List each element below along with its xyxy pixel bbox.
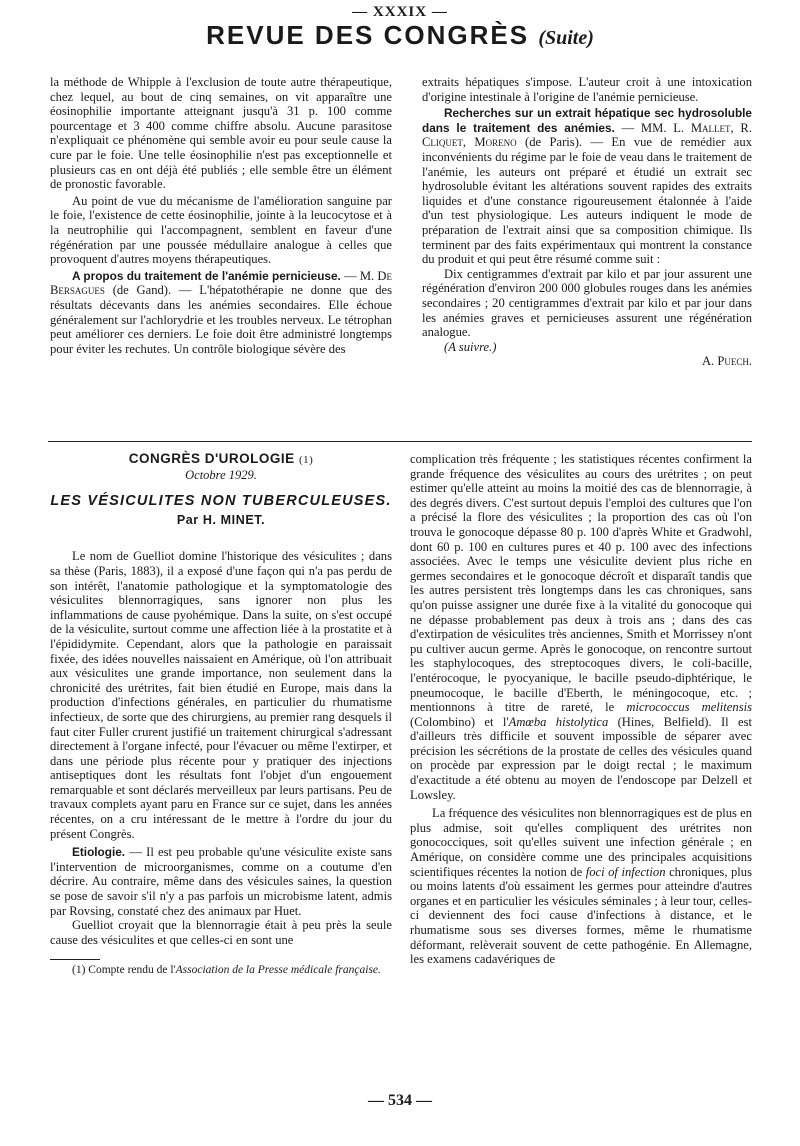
paragraph: Recherches sur un extrait hépatique sec hydrosoluble dans le traitement des anémies. — MM. L. Mallet, R. Cliquet, Moreno (de Paris). — En vue de remédier aux inconvénients du régime par le foie de veau dans le traitement de l'anémie, les auteurs ont préparé et étudié un extrait sec hydrosoluble évitant les altérations souvent rapides des extraits liquides et d'une constance rigoureusement étalonnée à l'aide d'un test physiologique. Les auteurs indiquent le mode de préparation de l'extrait ainsi que sa composition chimique. Ils terminent par des faits expérimentaux qui montrent la constance du produit et qui peut être résumé comme suit : bbox=[422, 106, 752, 267]
paragraph: complication très fréquente ; les statistiques récentes confirment la grande fréquence des vésiculites au cours des urétrites ; on peut estimer qu'elle atteint au moins la moitié des cas de blennorragie, à des degrés divers. C'est surtout depuis l'emploi des cultures que l'on a précisé la flore des vésiculites ; la proportion des cas où l'on trouva le gonocoque dépasse 80 p. 100 d'après White et Gradwohl, dont 60 p. 100 en cultures pures et 40 p. 100 avec des infections associées. Avec le temps une vésiculite devient plus riche en germes secondaires et le gonocoque décroît et disparaît tandis que les autres persistent très longtemps dans les cas chroniques, sans qu'on puisse assigner une durée fixe à la vitalité du gonocoque qui ne dépasse probablement pas deux à trois ans ; dans des cas d'extirpation de vésiculites très anciennes, Smith et Morrissey n'ont pu cultiver aucun germe. Après le gonocoque, on rencontre surtout les staphylocoques, des streptocoques divers, le coli-bacille, l'entérocoque, le pyocyanique, le bacille pseudo-diphtérique, le pneumocoque, le bacille d'Eberth, le méningocoque, etc. ; mentionnons à titre de rareté, le micrococcus melitensis (Colombino) et l'Amœba histolytica (Hines, Belfield). Il est d'ailleurs très difficile et souvent impossible de séparer avec précision les sécrétions de la prostate de celles des vésicules quand on procède par expression par le doigt rectal ; le maximum d'exactitude a été obtenu au moyen de l'endoscope par Delzell et Lowsley. bbox=[410, 452, 752, 802]
paragraph: extraits hépatiques s'impose. L'auteur croit à une intoxication d'origine intestinale à l'origine de l'anémie pernicieuse. bbox=[422, 75, 752, 104]
congress-date: Octobre 1929. bbox=[185, 467, 257, 482]
section-heading: Recherches sur un extrait hépatique sec hydrosoluble dans le traitement des anémies. bbox=[422, 106, 752, 135]
a-suivre: (A suivre.) bbox=[444, 339, 497, 354]
footnote-rule bbox=[50, 959, 100, 960]
paragraph: la méthode de Whipple à l'exclusion de toute autre thérapeutique, chez lequel, au bout de cinq semaines, on vit apparaître une éosinophilie importante atteignant jusqu'à 31 p. 100 comme pourcentage et 3 400 comme chiffre absolu. Aucune parasitose n'expliquait ce phénomène qui semble avoir eu pour seule cause la cure par le foie. Une telle éosinophilie n'est pas exceptionnelle et plusieurs cas en ont déjà été publiés ; elle semble être un élément de pronostic favorable. bbox=[50, 75, 392, 192]
paragraph: A propos du traitement de l'anémie pernicieuse. — M. De Bersagues (de Gand). — L'hépatothérapie ne donne que des résultats décevants dans les anémies secondaires. Elle échoue généralement sur l'achlorydrie et les troubles nerveux. Le tétrophan peut améliorer ces derniers. Le foie doit être administré longtemps pour éviter les rechutes. Un contrôle biologique sévère des bbox=[50, 268, 392, 356]
paragraph: Guelliot croyait que la blennorragie était à peu près la seule cause des vésiculites et que celles-ci en sont une bbox=[50, 918, 392, 947]
paragraph: Etiologie. — Il est peu probable qu'une vésiculite existe sans l'intervention de microorganismes, comme on a coutume d'en décrire. Au contraire, même dans des vésicules saines, la question se pose de savoir s'il n'y a pas parfois un microbisme latent, admis par Rovsing, constaté chez des animaux par Huet. bbox=[50, 845, 393, 918]
section-divider bbox=[48, 441, 752, 442]
article-author: Par H. MINET. bbox=[176, 512, 266, 527]
running-title-main: REVUE DES CONGRÈS bbox=[206, 20, 530, 50]
footnote-ref: (1) bbox=[298, 454, 314, 466]
section-heading: A propos du traitement de l'anémie pernicieuse. bbox=[72, 268, 341, 283]
congress-title: CONGRÈS D'UROLOGIE (1) bbox=[128, 451, 314, 466]
signature: A. Puech. bbox=[701, 354, 752, 369]
paragraph: La fréquence des vésiculites non blennorragiques est de plus en plus admise, soit qu'elles compliquent des urétrites non gonococciques, soit qu'elles suivent une infection générale ; en Amérique, on considère comme une des principales acquisitions scientifiques récentes la notion de foci of infection chroniques, plus ou moins latents d'où essaiment les germes pour atteindre d'autres organes et en particulier les vésicules séminales ; à leur tour, celles-ci deviennent des foci cause d'infections à distance, et le rhumatisme sous ses diverses formes, même le rhumatisme déformant, relèverait souvent de cette pathogénie. En Allemagne, les examens cadavériques de bbox=[410, 806, 752, 967]
author-name: De Bersagues bbox=[50, 268, 392, 298]
top-left-column bbox=[50, 75, 392, 356]
footnote: (1) Compte rendu de l'Association de la Presse médicale française. bbox=[72, 964, 381, 977]
roman-page-number: — XXXIX — bbox=[352, 4, 448, 20]
running-title bbox=[0, 20, 800, 51]
page-number: — 534 — bbox=[368, 1092, 432, 1109]
paragraph: Le nom de Guelliot domine l'historique des vésiculites ; dans sa thèse (Paris, 1883), il a exposé d'une façon qui n'a pas perdu de son intérêt, l'anatomie pathologique et la symptomatologie des vésiculites blennorragiques, sans ignorer non plus les inflammations de cause pyohémique. Dans la suite, on s'est occupé de la vésiculite, surtout comme une affection liée à la prostatite et à l'épididymite. Cependant, alors que la pathologie en paraissait fixée, des idées nouvelles naissaient en Amérique, où l'on attribuait aux vésiculites une grande importance, non seulement dans la chronicité des urétrites, fait bien étudié en Europe, mais dans la production d'infections générales, en particulier du rhumatisme infectieux, de sorte que des chirurgiens, au premier rang desquels il faut citer Fuller crurent justifié un traitement chirurgical s'adressant directement à l'organe infecté, pour l'évacuer ou même l'extirper, et dans une période plus récente pour y pratiquer des injections antiseptiques dont les résultats font l'objet d'un engouement remarquable et sont déclarés merveilleux par leurs partisans. Peu de travaux complets ayant paru en France sur ce sujet, dans les années récentes, on a cru intéressant de le mettre à l'ordre du jour du présent Congrès. bbox=[50, 549, 392, 841]
author-names: L. Mallet, R. Cliquet, Moreno bbox=[422, 120, 752, 150]
bottom-right-column bbox=[410, 452, 752, 967]
paragraph: Dix centigrammes d'extrait par kilo et par jour assurent une régénération d'environ 200 000 globules rouges dans les anémies secondaires ; 20 centigrammes d'extrait par kilo et par jour dans les anémies graves et pernicieuses assurent une régénération analogue. bbox=[422, 266, 752, 340]
paragraph: Au point de vue du mécanisme de l'amélioration sanguine par le foie, l'existence de cette éosinophilie, jointe à la leucocytose et à la neutrophilie qui l'accompagnent, semblent en faveur d'une régénération par une poussée médullaire analogue à celles que provoquent d'autres moyens thérapeutiques. bbox=[50, 193, 392, 267]
top-right-column bbox=[422, 75, 752, 369]
section-heading: Etiologie. bbox=[72, 845, 126, 860]
bottom-left-column bbox=[50, 452, 392, 977]
article-title: LES VÉSICULITES NON TUBERCULEUSES. bbox=[50, 493, 392, 510]
running-title-suffix: (Suite) bbox=[538, 27, 594, 49]
